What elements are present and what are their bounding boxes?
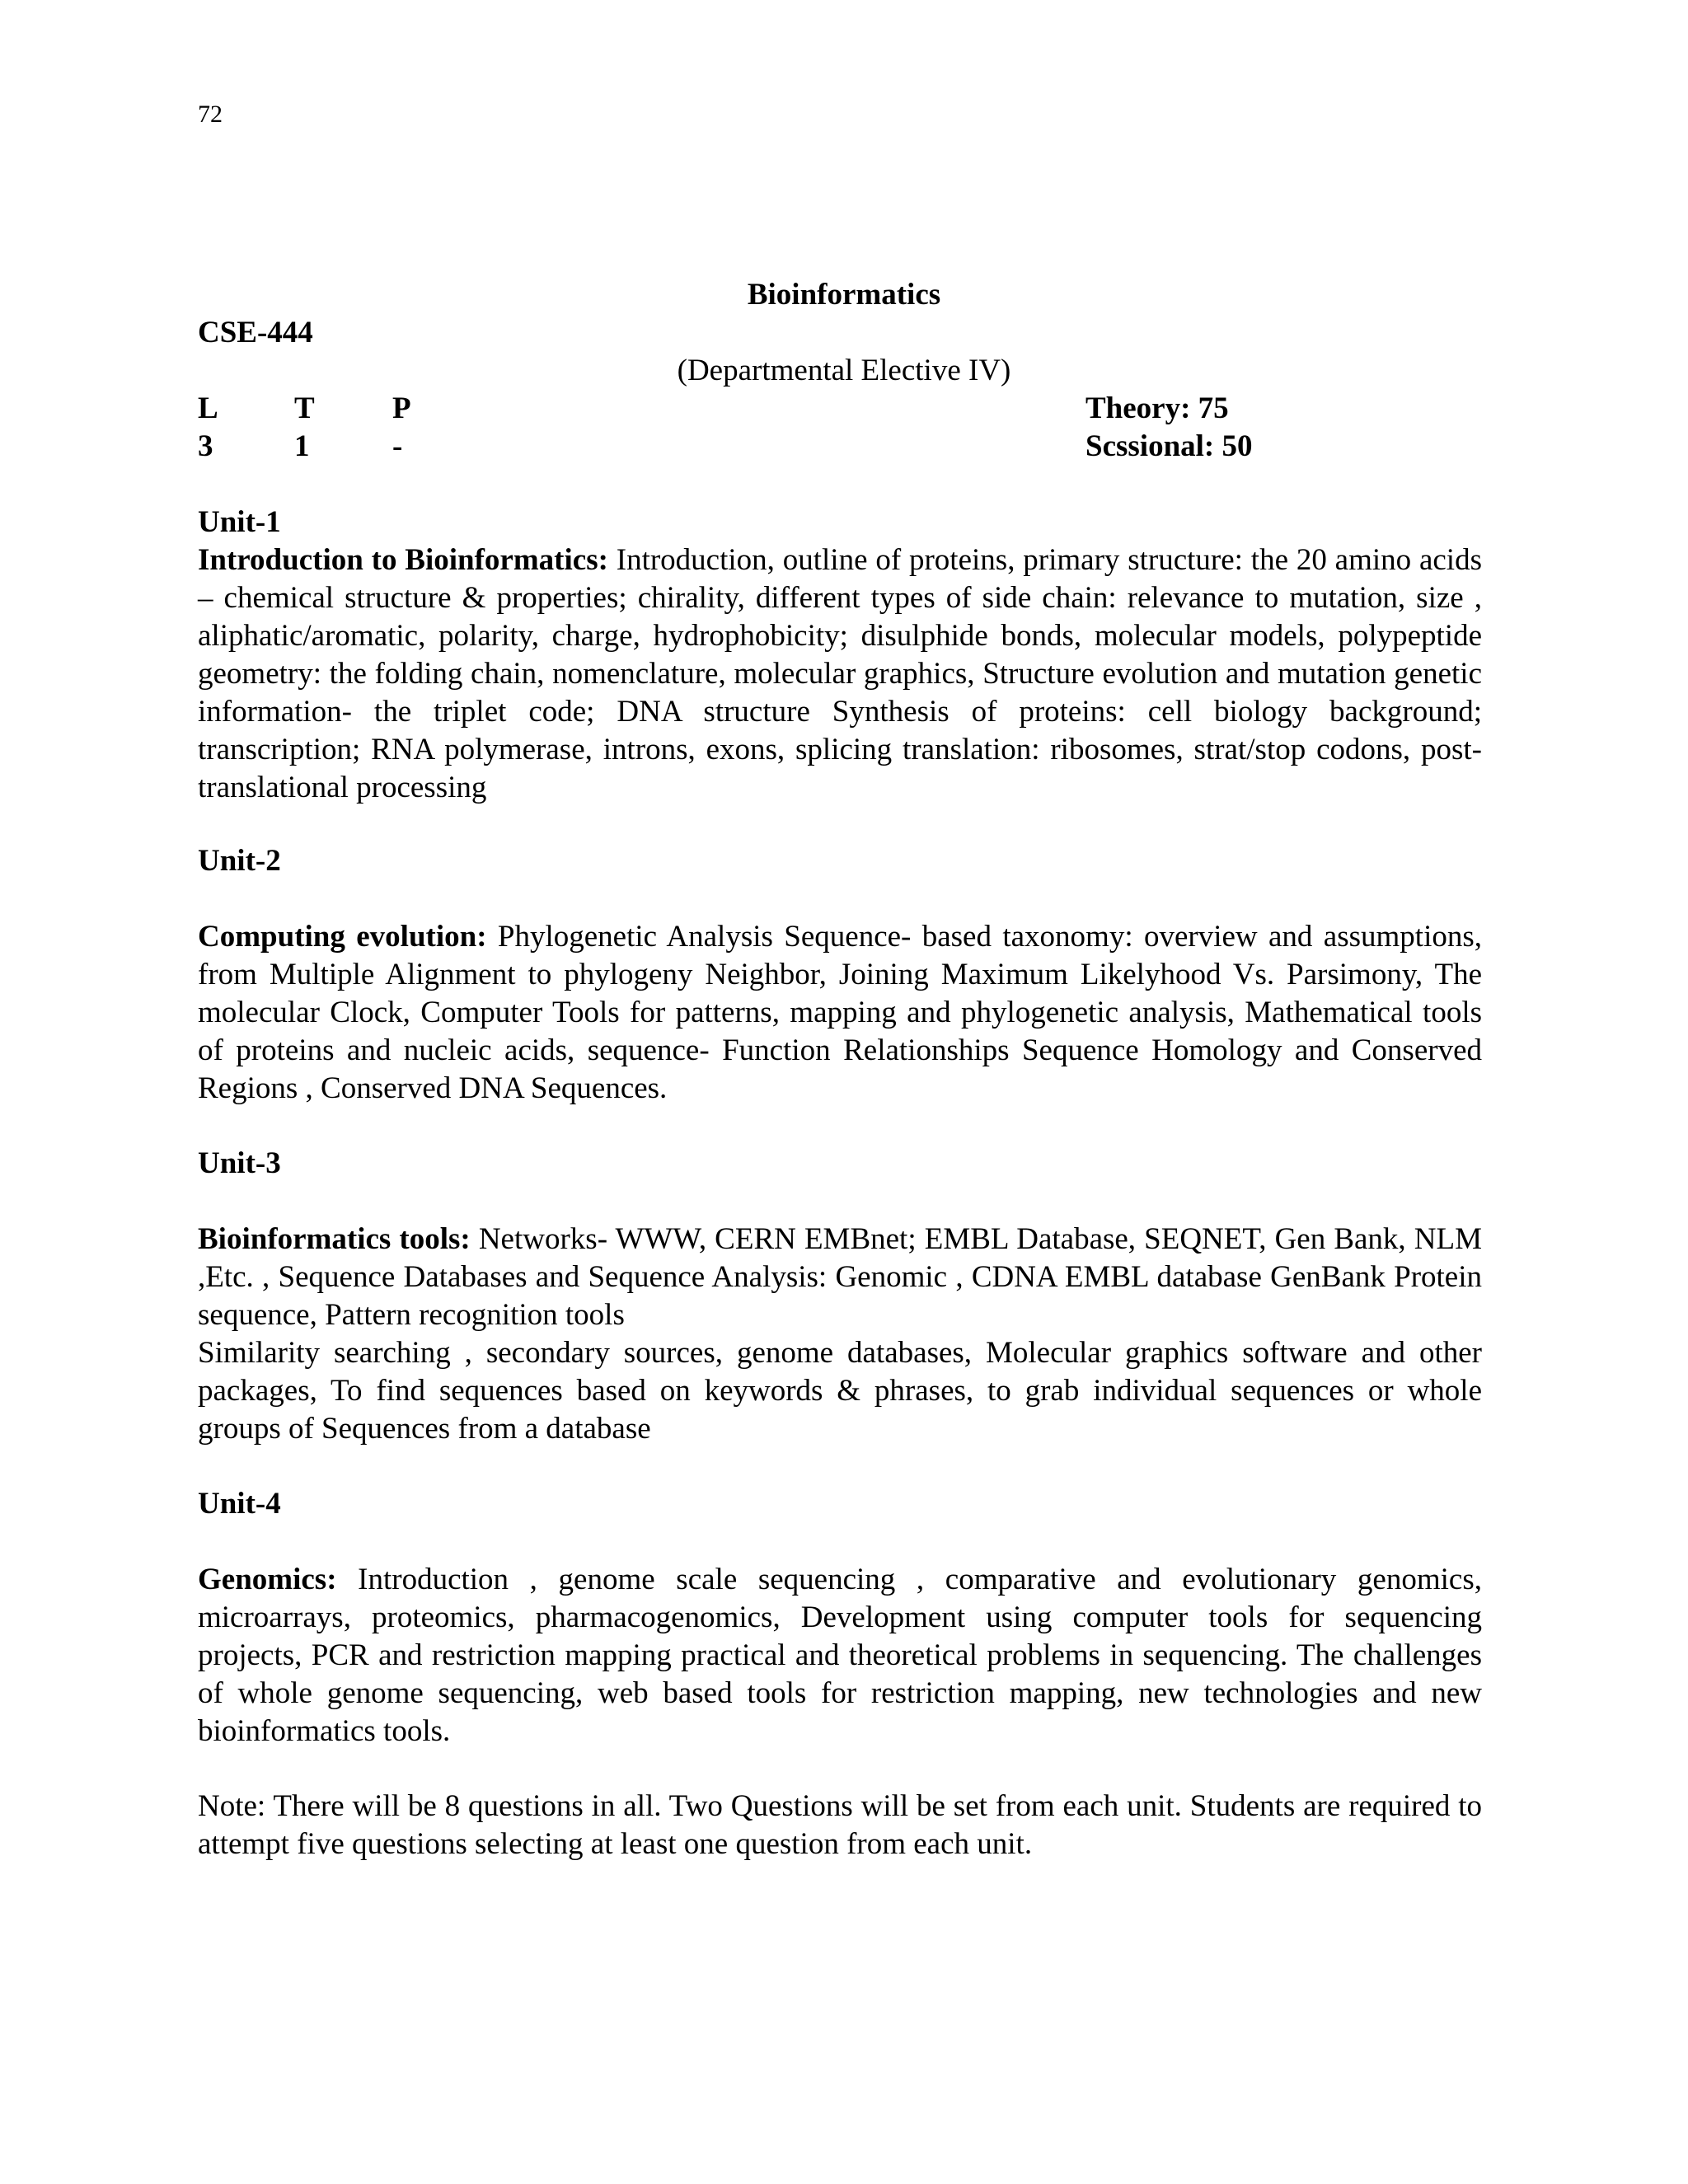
unit-4-body xyxy=(198,1561,1482,1750)
unit-2-lead: Computing evolution: xyxy=(198,920,487,954)
theory-marks: Theory: 75 xyxy=(1085,391,1229,425)
unit-3-text: Networks- WWW, CERN EMBnet; EMBL Database, SEQNET, Gen Bank, NLM ,Etc. , Sequence Databases and Sequence Analysis: Genomic , CDNA EMBL database GenBank Protein sequence, Pattern recognition tools xyxy=(198,1222,1483,1332)
unit-1-lead: Introduction to Bioinformatics: xyxy=(198,543,608,577)
ltp-header-t: T xyxy=(294,391,315,425)
exam-note: Note: There will be 8 questions in all. Two Questions will be set from each unit. Students are required to attempt five questions selecting at least one question from each unit. xyxy=(198,1789,1482,1861)
unit-2-text: Phylogenetic Analysis Sequence- based taxonomy: overview and assumptions, from Multiple Alignment to phylogeny Neighbor, Joining Maximum Likelyhood Vs. Parsimony, The molecular Clock, Computer Tools for patterns, mapping and phylogenetic analysis, Mathematical tools of proteins and nucleic acids, sequence- Function Relationships Sequence Homology and Conserved Regions , Conserved DNA Sequences. xyxy=(198,920,1482,1105)
unit-4-text: Introduction , genome scale sequencing , comparative and evolutionary genomics, microarrays, proteomics, pharmacogenomics, Development using computer tools for sequencing projects, PCR and restriction mapping practical and theoretical problems in sequencing. The challenges of whole genome sequencing, web based tools for restriction mapping, new technologies and new bioinformatics tools. xyxy=(198,1563,1482,1748)
unit-3-heading: Unit-3 xyxy=(198,1146,281,1180)
ltp-header-p: P xyxy=(392,391,411,425)
course-code: CSE-444 xyxy=(198,316,313,349)
unit-2-heading: Unit-2 xyxy=(198,844,281,878)
page-title: Bioinformatics xyxy=(747,278,941,312)
unit-4-lead: Genomics: xyxy=(198,1563,337,1596)
unit-1-heading: Unit-1 xyxy=(198,505,281,539)
unit-1-body xyxy=(198,541,1482,807)
unit-4-heading: Unit-4 xyxy=(198,1487,281,1521)
unit-3-text-2: Similarity searching , secondary sources, genome databases, Molecular graphics software and other packages, To find sequences based on keywords & phrases, to grab individual sequences or whole groups of Sequences from a database xyxy=(198,1336,1482,1446)
ltp-value-l: 3 xyxy=(198,429,213,463)
unit-3-lead: Bioinformatics tools: xyxy=(198,1222,471,1256)
page-number: 72 xyxy=(198,101,223,128)
unit-1-text: Introduction, outline of proteins, primary structure: the 20 amino acids – chemical structure & properties; chirality, different types of side chain: relevance to mutation, size , aliphatic/aromatic, polarity, charge, hydrophobicity; disulphide bonds, molecular models, polypeptide geometry: the folding chain, nomenclature, molecular graphics, Structure evolution and mutation genetic information- the triplet code; DNA structure Synthesis of proteins: cell biology background; transcription; RNA polymerase, introns, exons, splicing translation: ribosomes, strat/stop codons, post-translational processing xyxy=(198,543,1482,804)
unit-2-body xyxy=(198,918,1482,1108)
course-subtitle: (Departmental Elective IV) xyxy=(677,354,1011,387)
sessional-marks: Scssional: 50 xyxy=(1085,429,1253,463)
ltp-header-l: L xyxy=(198,391,218,425)
ltp-value-p: - xyxy=(392,429,403,463)
unit-3-body xyxy=(198,1221,1482,1448)
ltp-value-t: 1 xyxy=(294,429,310,463)
